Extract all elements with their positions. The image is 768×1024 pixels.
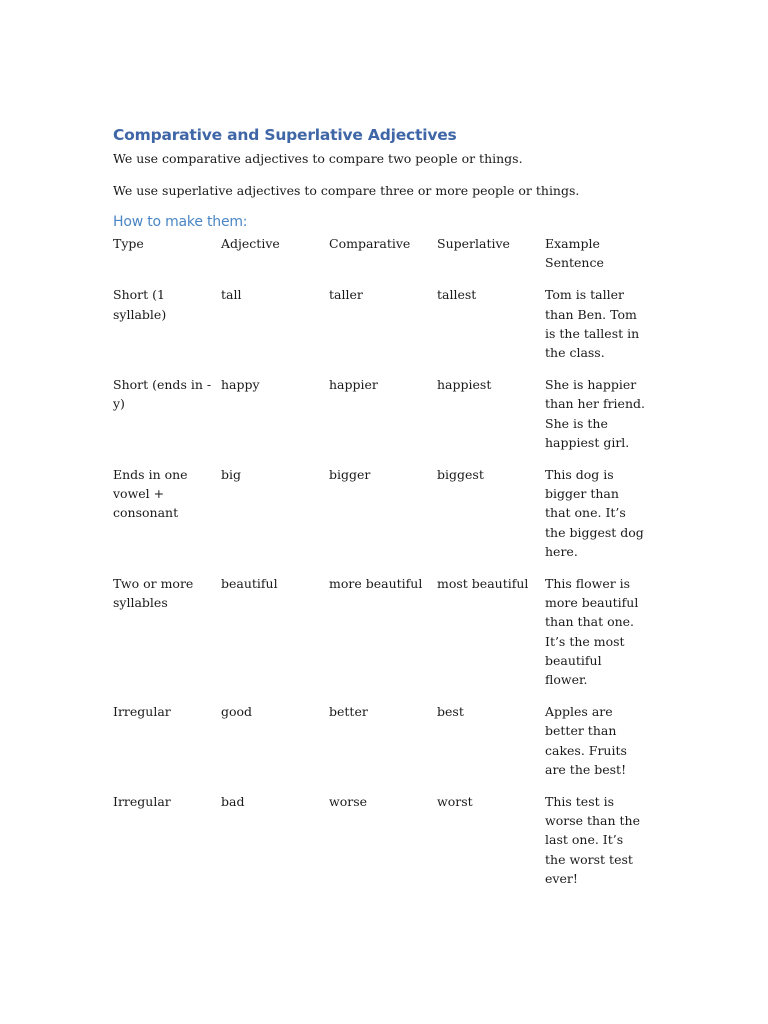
cell-example: This test is worse than the last one. It’s the worst test ever! (545, 794, 641, 886)
cell-type: Short (ends in -y) (113, 377, 212, 412)
cell-adjective: good (221, 704, 253, 720)
header-superlative: Superlative (437, 236, 510, 251)
intro-comparative: We use comparative adjectives to compare two people or things. (113, 151, 523, 166)
header-example-sentence: Example Sentence (545, 236, 604, 271)
cell-adjective: big (221, 467, 242, 483)
header-type: Type (113, 236, 144, 251)
intro-superlative: We use superlative adjectives to compare three or more people or things. (113, 183, 580, 198)
adjectives-table (113, 234, 645, 901)
header-adjective: Adjective (221, 236, 280, 251)
cell-example: This dog is bigger than that one. It’s the biggest dog here. (545, 467, 644, 559)
table-row (113, 465, 645, 574)
table-row (113, 375, 645, 465)
cell-adjective: tall (221, 287, 242, 303)
cell-example: She is happier than her friend. She is the happiest girl. (545, 377, 645, 450)
cell-superlative: happiest (437, 377, 492, 393)
cell-superlative: best (437, 704, 464, 720)
cell-adjective: happy (221, 377, 260, 393)
table-header-row (113, 234, 645, 285)
table-row (113, 702, 645, 792)
cell-comparative: happier (329, 377, 378, 393)
cell-type: Irregular (113, 794, 171, 810)
cell-comparative: bigger (329, 467, 371, 483)
cell-comparative: more beautiful (329, 576, 423, 592)
cell-type: Two or more syllables (113, 576, 194, 611)
table-row (113, 285, 645, 375)
cell-superlative: tallest (437, 287, 477, 303)
cell-comparative: taller (329, 287, 363, 303)
header-comparative: Comparative (329, 236, 411, 251)
cell-superlative: biggest (437, 467, 484, 483)
cell-adjective: beautiful (221, 576, 278, 592)
cell-example: Tom is taller than Ben. Tom is the tallest in the class. (545, 287, 640, 361)
cell-adjective: bad (221, 794, 245, 810)
document-title: Comparative and Superlative Adjectives (113, 126, 457, 144)
table-row (113, 574, 645, 702)
cell-type: Short (1 syllable) (113, 287, 167, 322)
table-row (113, 792, 645, 901)
cell-example: Apples are better than cakes. Fruits are the best! (545, 704, 627, 777)
cell-superlative: worst (437, 794, 473, 810)
cell-type: Irregular (113, 704, 171, 720)
cell-type: Ends in one vowel + consonant (113, 467, 188, 521)
document-body (113, 124, 653, 901)
cell-comparative: worse (329, 794, 368, 810)
cell-example: This flower is more beautiful than that one. It’s the most beautiful flower. (545, 576, 639, 688)
cell-comparative: better (329, 704, 368, 720)
cell-superlative: most beautiful (437, 576, 529, 592)
section-heading: How to make them: (113, 214, 248, 230)
